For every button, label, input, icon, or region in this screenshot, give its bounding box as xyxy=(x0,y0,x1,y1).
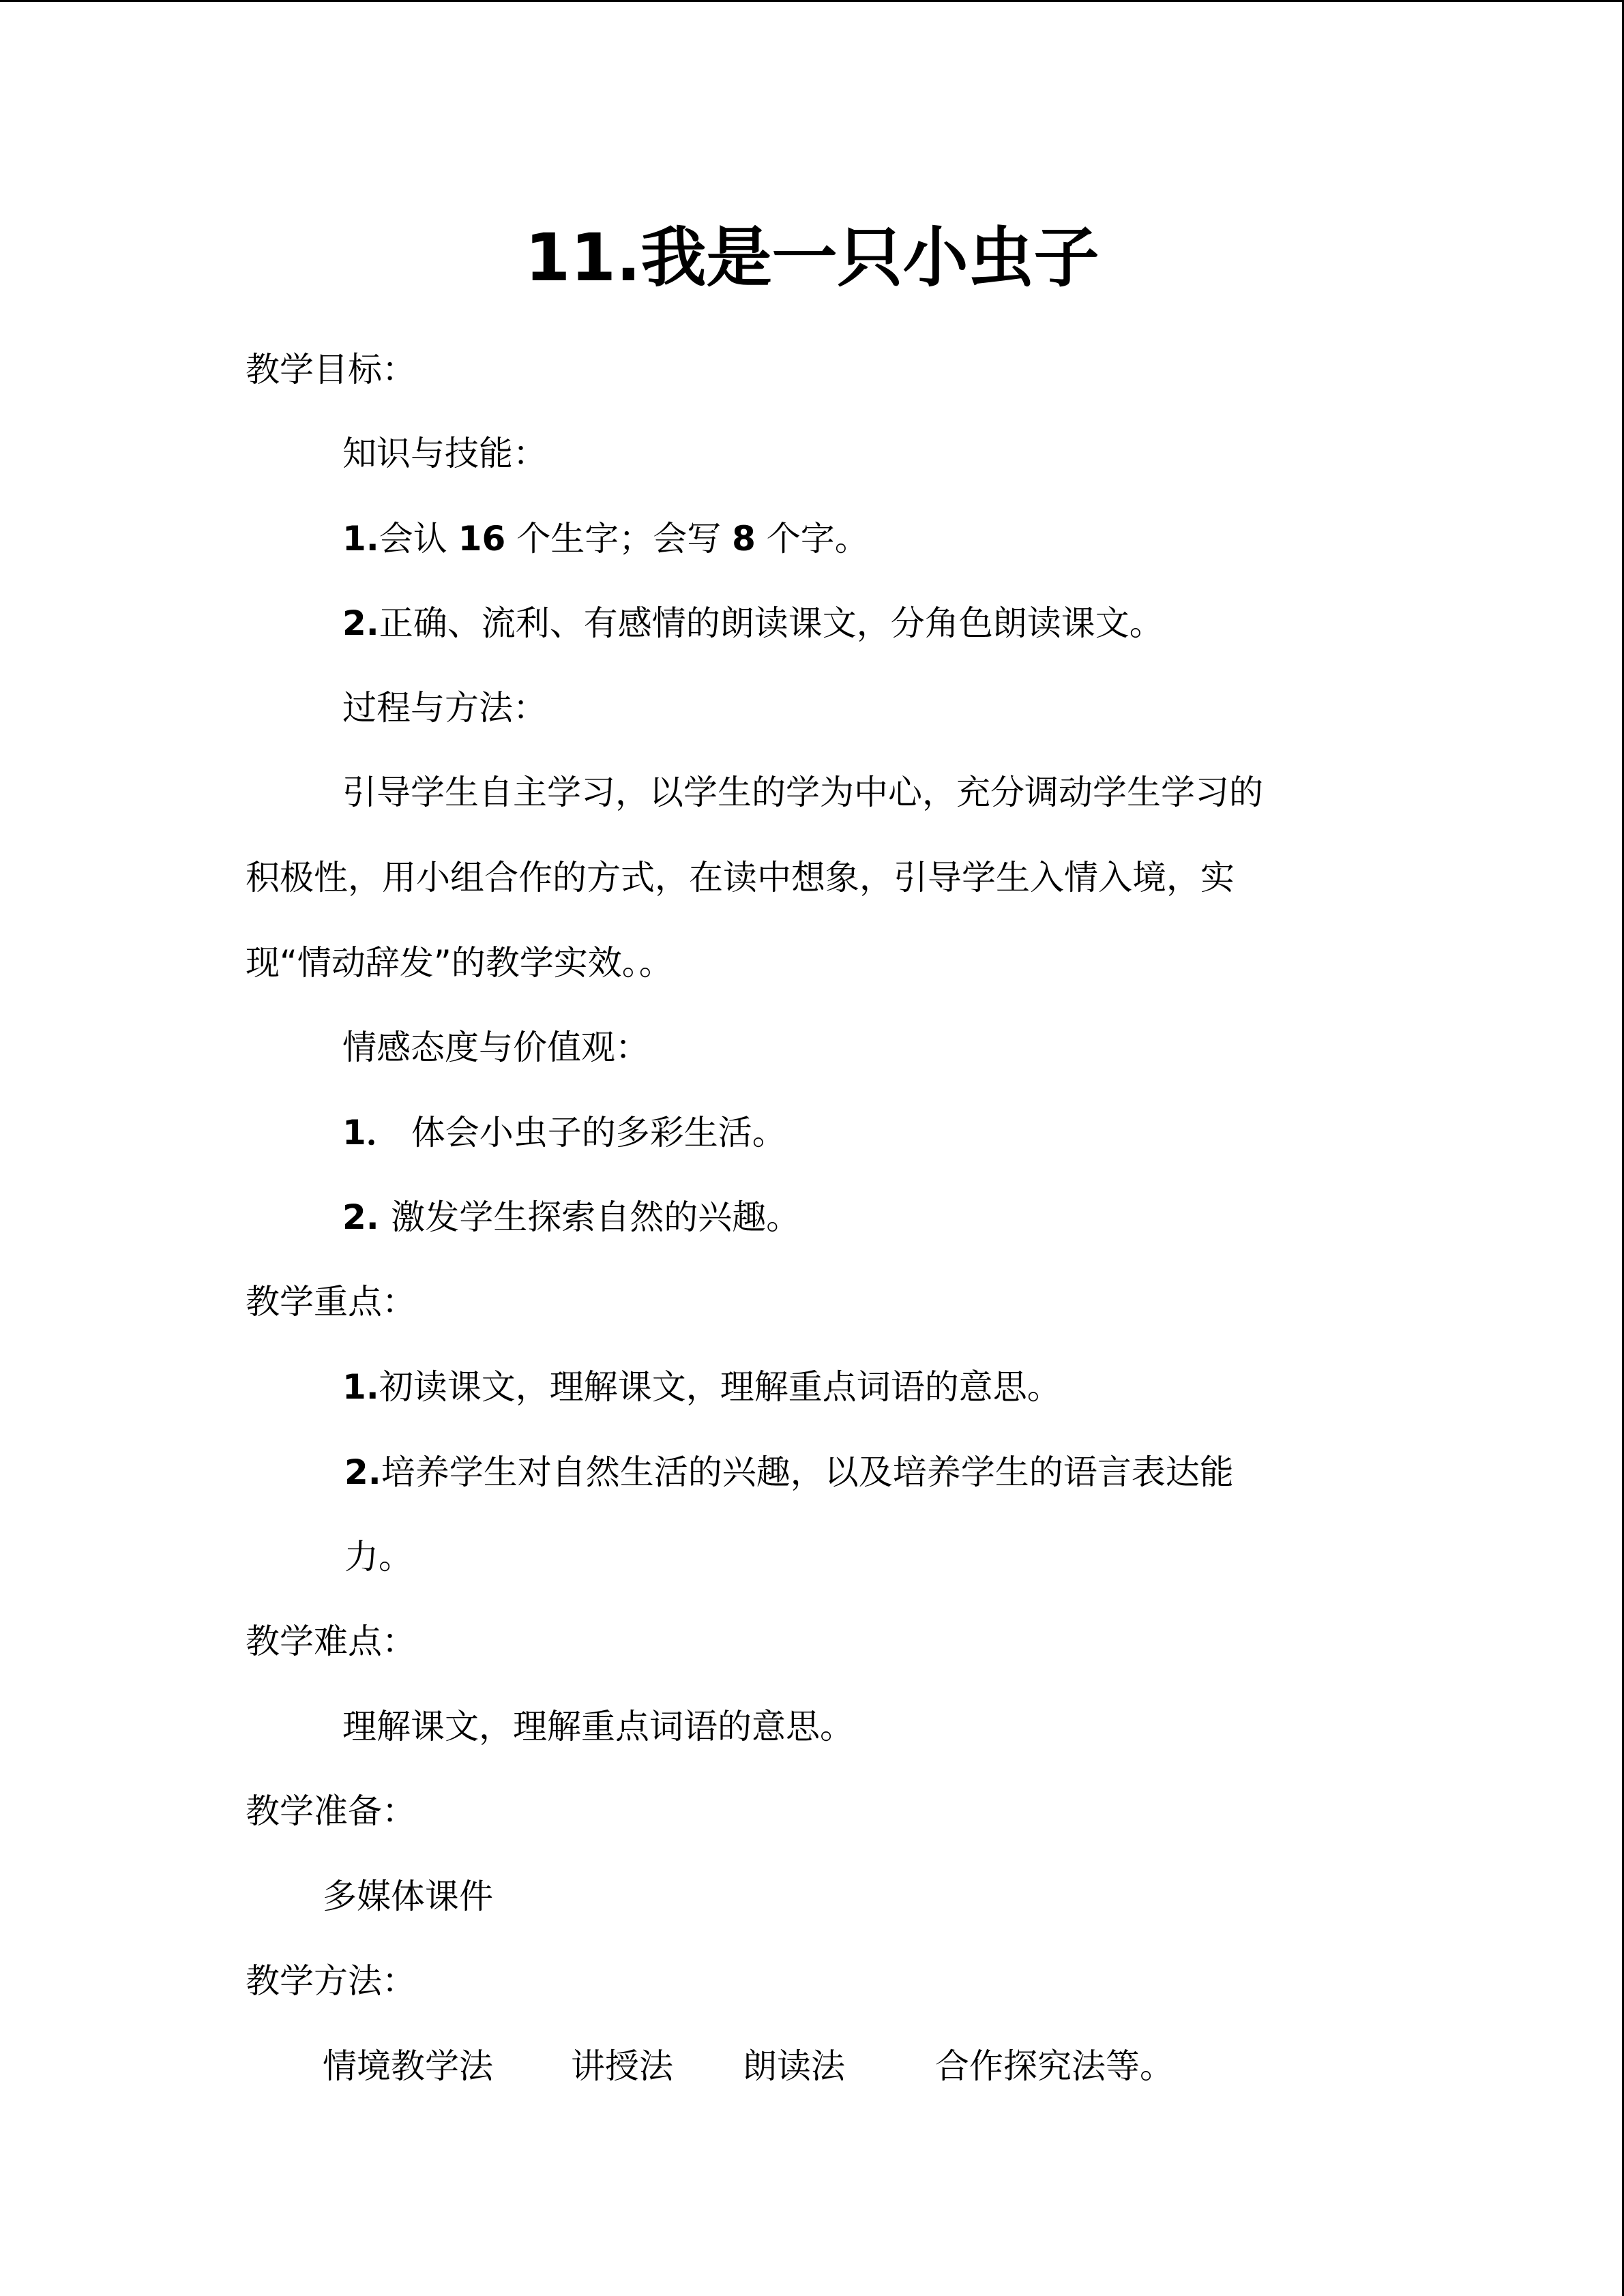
knowledge-item-2 xyxy=(342,603,1164,644)
process-paragraph-line-2: 积极性，用小组合作的方式，在读中想象，引导学生入情入境，实 xyxy=(246,858,1235,897)
preparation-text: 多媒体课件 xyxy=(323,1877,493,1916)
key-points-heading: 教学重点： xyxy=(246,1282,416,1322)
key-points-item-2-text: 培养学生对自然生活的兴趣，以及培养学生的语言表达能 xyxy=(381,1452,1234,1492)
methods-list xyxy=(323,2046,1174,2087)
knowledge-item-1-number: 1. xyxy=(342,519,379,558)
key-points-item-2-continued: 力。 xyxy=(344,1537,413,1577)
attitude-item-1-text: 体会小虫子的多彩生活。 xyxy=(400,1113,786,1152)
knowledge-heading: 知识与技能： xyxy=(342,434,547,473)
method-item: 讲授法 xyxy=(571,2046,673,2086)
attitude-item-2-number: 2. xyxy=(342,1197,392,1237)
knowledge-item-2-number: 2. xyxy=(342,603,379,643)
attitude-heading: 情感态度与价值观： xyxy=(342,1028,649,1067)
difficulties-heading: 教学难点： xyxy=(246,1622,416,1661)
method-item: 情境教学法 xyxy=(323,2046,493,2086)
knowledge-item-1-count-a: 16 xyxy=(458,519,506,558)
key-points-item-1-text: 初读课文，理解课文，理解重点词语的意思。 xyxy=(379,1367,1061,1407)
page-border-top xyxy=(0,0,1624,2)
methods-heading: 教学方法： xyxy=(246,1961,416,2001)
knowledge-item-1-count-b: 8 xyxy=(732,519,756,558)
key-points-item-1-number: 1. xyxy=(342,1367,379,1407)
process-paragraph-line-3: 现“情动辞发”的教学实效。。 xyxy=(246,943,673,983)
key-points-item-2 xyxy=(344,1452,1234,1493)
attitude-item-1 xyxy=(342,1112,786,1153)
page-title: 11.我是一只小虫子 xyxy=(525,220,1099,296)
key-points-item-2-number: 2. xyxy=(344,1452,381,1492)
preparation-heading: 教学准备： xyxy=(246,1791,416,1831)
objectives-heading: 教学目标： xyxy=(246,350,416,389)
knowledge-item-1-text-c: 个字。 xyxy=(755,519,869,558)
attitude-item-2 xyxy=(342,1197,800,1238)
knowledge-item-1-text-b: 个生字；会写 xyxy=(505,519,733,558)
knowledge-item-1 xyxy=(342,518,869,559)
knowledge-item-2-text: 正确、流利、有感情的朗读课文，分角色朗读课文。 xyxy=(379,603,1164,643)
attitude-item-2-text: 激发学生探索自然的兴趣。 xyxy=(391,1197,801,1237)
process-paragraph-line-1: 引导学生自主学习，以学生的学为中心，充分调动学生学习的 xyxy=(342,773,1263,812)
key-points-item-1 xyxy=(342,1367,1061,1407)
knowledge-item-1-text-a: 会认 xyxy=(379,519,458,558)
attitude-item-1-number: 1． xyxy=(342,1113,400,1152)
method-item: 朗读法 xyxy=(743,2046,845,2086)
process-heading: 过程与方法： xyxy=(342,688,547,728)
method-item: 合作探究法等。 xyxy=(935,2046,1174,2086)
difficulties-text: 理解课文，理解重点词语的意思。 xyxy=(342,1707,854,1746)
